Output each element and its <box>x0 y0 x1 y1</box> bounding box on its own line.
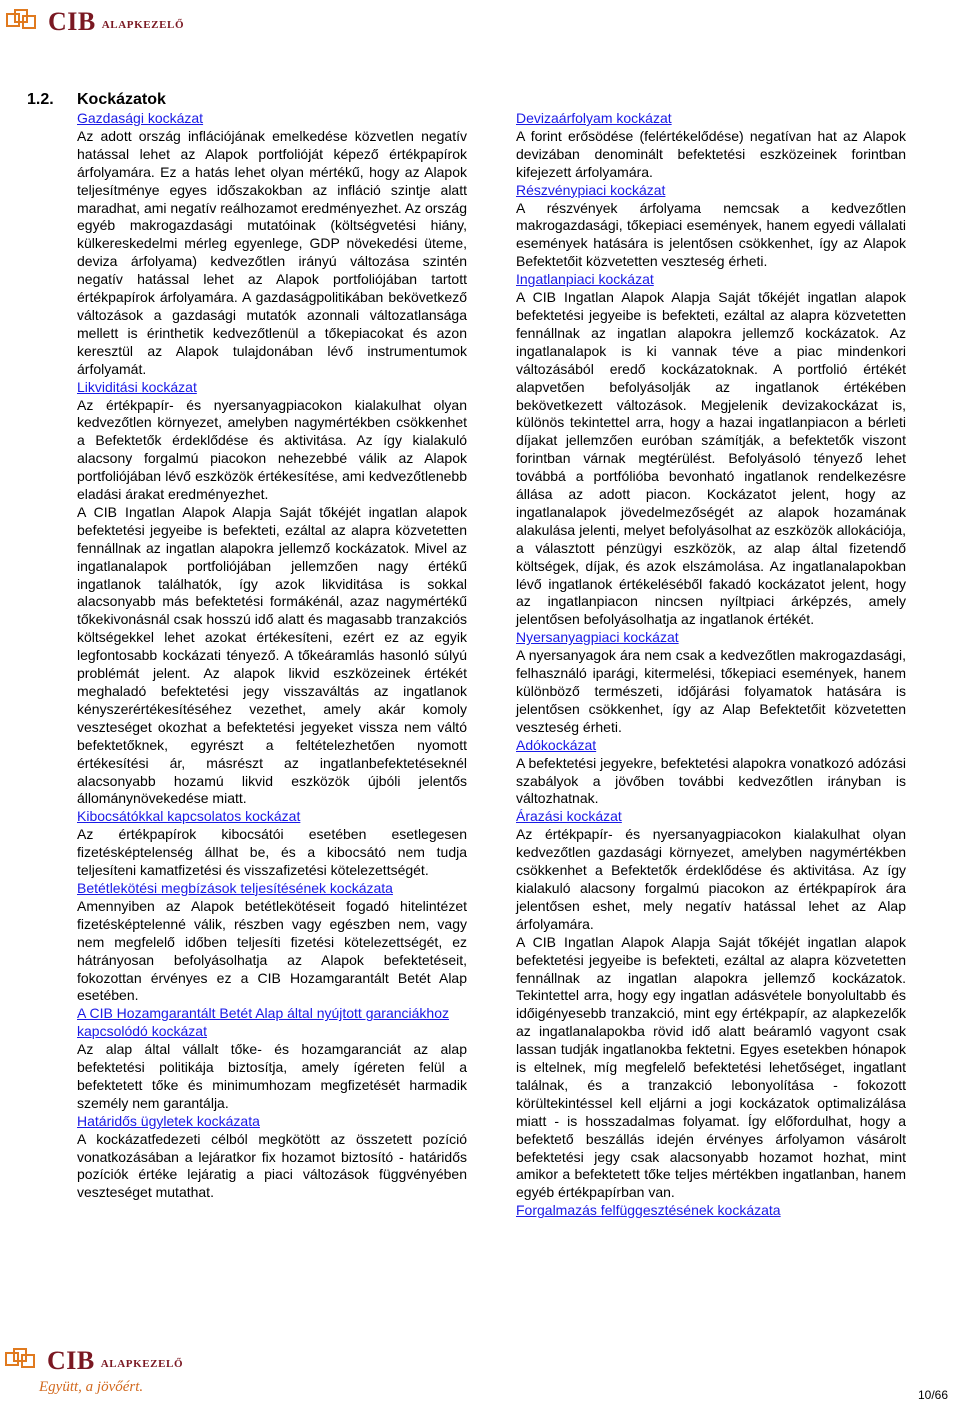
risk-paragraph: Az adott ország inflációjának emelkedése közvetlen negatív hatással lehet az Alapok portfolióját képező értékpapírok árfolyamára. Ez a hatás lehet olyan mértékű, hogy az Alapok teljesítménye egyes időszakokban az infláció szintje alatt maradhat, ami negatív reálhozamot eredményezhet. Az ország egyéb makrogazdasági mutatóinak (költségvetési hiány, külkereskedelmi mérleg egyenlege, GDP növekedési üteme, deviza árfolyama) kedvezőtlen irányú változása szintén negatív hatással lehet az Alapok portfoliójában tartott értékpapírok árfolyamára. A gazdaságpolitikában bekövetkező változások a gazdasági mutatók azonnali változatlansága mellett is érinthetik kedvezőtlenül a tőkepiacokat és azon keresztül az Alapok tulajdonában lévő instrumentumok árfolyamát. <box>77 127 467 377</box>
risk-heading[interactable]: Likviditási kockázat <box>77 378 197 395</box>
risk-heading[interactable]: Kibocsátókkal kapcsolatos kockázat <box>77 808 301 825</box>
header-logo <box>6 6 184 38</box>
risk-paragraph: A CIB Ingatlan Alapok Alapja Saját tőkéjét ingatlan alapok befektetési jegyeibe is befekteti, ezáltal az alapra közvetetten fennállnak az ingatlan alapokra jellemző kockázatok. Az ingatlanalapok is ki vannak téve a piac mindenkori változásából eredő kockázatoknak. A portfolió értékét alapvetően befolyásolják az ingatlanok értékében bekövetkezett változások. Megjelenik devizakockázat is, különös tekintettel arra, hogy a hazai ingatlanpiacon a bérleti díjakat jellemzően euróban számítják, a befektetők viszont forintban várnak megtérülést. Befolyásoló tényező lehet továbbá a portfólióba bevonható ingatlanok rendelkezésre állása az adott piacon. Kockázatot jelent, hogy az ingatlanalapok jövedelmezőségét az alapok hozamának alakulása jelenti, melyet befolyásolhat az eszközök allokációja, a választott pénzügyi eszközök, az alap által fizetendő költségek, díjak, és azok elszámolása. Az ingatlanalapokban lévő ingatlanok értékeléséből fakadó kockázatot jelent, hogy az ingatlanpiacon nincsen nyíltpiaci árképzés, amely jelentősen befolyásolhatja az ingatlanok értékét. <box>516 289 906 628</box>
risk-heading[interactable]: Ingatlanpiaci kockázat <box>516 271 654 288</box>
section-heading: Kockázatok <box>77 91 166 108</box>
risk-heading[interactable]: A CIB Hozamgarantált Betét Alap által nyújtott garanciákhoz kapcsolódó kockázat <box>77 1005 449 1040</box>
footer-logo <box>5 1345 183 1396</box>
risk-paragraph: A CIB Ingatlan Alapok Alapja Saját tőkéjét ingatlan alapok befektetési jegyeibe is befekteti, ezáltal az alapra közvetetten fennállnak az ingatlan alapokra jellemző kockázatok. Mivel az ingatlanalapok portfoliójában jellemzően nagy értékű ingatlanok találhatók, így azok likviditása is sokkal alacsonyabb más befektetési formákénál, azaz nagymértékű tőkekivonásnál csak hosszú idő alatt és magasabb tranzakciós költségekkel lehet azokat értékesíteni, ezért ez az egyik legfontosabb kockázati tényező. A tőkeáramlás hasonló súlyú problémát jelent. Az alapok likvid eszközeinek értékét meghaladó befektetési jegy visszaváltás az ingatlanok kényszerértékesítéséhez vezethet, amely akár komoly veszteséget okozhat a befektetési jegyeket vissza nem váltó befektetőknek, egyrészt a feltételezhetően nyomott értékesítési ár, másrészt az ingatlanbefektetéseknél alacsonyabb hozamú likvid eszközök újbóli jelentős állománynövekedése miatt. <box>77 503 467 807</box>
footer-brand-sub: ALAPKEZELŐ <box>100 1358 184 1370</box>
risk-paragraph: A CIB Ingatlan Alapok Alapja Saját tőkéjét ingatlan alapok befektetési jegyeibe is befekteti, ezáltal az alapra közvetetten fennállnak az ingatlan alapokra jellemző kockázatok. Tekintettel arra, hogy egy ingatlan adásvétele bonyolultabb és időigényesebb tranzakció, mint egy értékpapír, az alapkezelők az ingatlanalapokba rövid idő alatt beáramló vagyont csak lassan tudják ingatlanokba fektetni. Egyes esetekben hónapok is eltelnek, míg megfelelő befektetési lehetőséget, ingatlant találnak, és a tranzakció lebonyolítása - fokozott körültekintéssel kell eljárni a jogi kockázatok optimalizálása miatt - is hosszadalmas folyamat. Így előfordulhat, hogy a befektető beszállás idején érvényes árfolyamon vásárolt befektetési jegy csak alacsonyabb hozamot hozhat, mint amikor a befektetett tőke teljes mértékben ingatlanban, hanem egyéb értékpapírban van. <box>516 933 906 1201</box>
risk-heading[interactable]: Forgalmazás felfüggesztésének kockázata <box>516 1202 781 1219</box>
section-title <box>27 91 166 109</box>
risk-heading[interactable]: Nyersanyagpiaci kockázat <box>516 629 679 646</box>
risk-paragraph: Amennyiben az Alapok betétlekötéseit fogadó hitelintézet fizetésképtelenné válik, részben vagy egészben nem, vagy nem megfelelő időben teljesíti fizetési kötelezettségét, ez hátrányosan befolyásolhatja az Alapok befektetéseit, fokozottan érvényes ez a CIB Hozamgarantált Betét Alap esetében. <box>77 897 467 1004</box>
brand-sub: ALAPKEZELŐ <box>101 19 185 31</box>
risk-heading[interactable]: Devizaárfolyam kockázat <box>516 110 672 126</box>
left-column <box>77 110 467 1202</box>
right-column <box>516 110 906 1220</box>
footer-brand-name: CIB <box>47 1346 95 1375</box>
risk-paragraph: A kockázatfedezeti célból megkötött az összetett pozíció vonatkozásában a lejáratkor fix hozamot biztosító - határidős pozíciók értéke lejáratig a piaci változások függvényében veszteséget mutathat. <box>77 1130 467 1201</box>
risk-paragraph: Az értékpapír- és nyersanyagpiacokon kialakulhat olyan kedvezőtlen gazdasági környezet, amelyben nagymértékben csökkenhet a Befektetők érdeklődése és aktivitása. Az így kialakuló alacsony forgalmú piacokon az értékpapírok ára jelentősen eshet, mely negatív hatással lehet az Alap árfolyamára. <box>516 826 906 932</box>
risk-paragraph: A részvények árfolyama nemcsak a kedvezőtlen makrogazdasági, tőkepiaci események, hanem egyedi vállalati események hatására is jelentősen csökkenhet, így az Alapok Befektetőit közvetetten veszteség érheti. <box>516 199 906 270</box>
risk-paragraph: A forint erősödése (felértékelődése) negatívan hat az Alapok devizában denominált befektetési eszközeinek forintban kifejezett árfolyamára. <box>516 127 906 180</box>
cib-logo-icon <box>5 1348 39 1374</box>
risk-paragraph: Az értékpapír- és nyersanyagpiacokon kialakulhat olyan kedvezőtlen környezet, amelyben nagymértékben csökkenhet a Befektetők érdeklődése és aktivitása. Az így kialakuló alacsony forgalmú piacokon nehezebbé válik az Alapok portfoliójában lévő eszközök értékesítése, ami kedvezőtlenebb eladási árakat eredményezhet. <box>77 396 467 503</box>
risk-paragraph: Az értékpapírok kibocsátói esetében esetlegesen fizetésképtelenség állhat be, és a kibocsátó nem tudja teljesíteni kamatfizetési és visszafizetési kötelezettségét. <box>77 826 467 879</box>
risk-heading[interactable]: Betétlekötési megbízások teljesítésének kockázata <box>77 879 393 896</box>
cib-logo-icon <box>6 9 40 35</box>
risk-paragraph: A befektetési jegyekre, befektetési alapokra vonatkozó adózási szabályok a jövőben további kedvezőtlen irányban is változhatnak. <box>516 754 906 807</box>
page-number: 10/66 <box>917 1388 948 1402</box>
risk-paragraph: Az alap által vállalt tőke- és hozamgaranciát az alap befektetési politikája biztosítja, amely ígéreten felül a befektetett tőke és minimumhozam megfizetését harmadik személy nem garantálja. <box>77 1041 467 1111</box>
risk-heading[interactable]: Árazási kockázat <box>516 808 622 825</box>
brand-name: CIB <box>48 7 96 36</box>
risk-heading[interactable]: Adókockázat <box>516 736 597 753</box>
risk-heading[interactable]: Gazdasági kockázat <box>77 110 204 126</box>
risk-heading[interactable]: Részvénypiaci kockázat <box>516 181 666 198</box>
section-number: 1.2. <box>27 91 54 108</box>
risk-paragraph: A nyersanyagok ára nem csak a kedvezőtlen makrogazdasági, felhasználó iparági, kitermelési, tőkepiaci események, hanem különböző természeti, időjárási folyamatok hatására is jelentősen csökkenhet, így az Alap Befektetőit közvetetten veszteség érheti. <box>516 647 906 735</box>
risk-heading[interactable]: Határidős ügyletek kockázata <box>77 1112 260 1129</box>
footer-slogan: Együtt, a jövőért. <box>39 1379 144 1395</box>
